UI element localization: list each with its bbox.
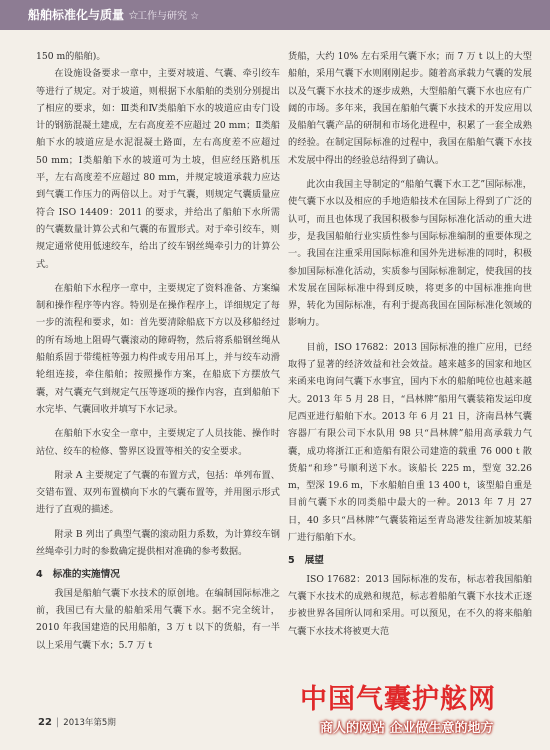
paragraph: 货船，大约 10% 左右采用气囊下水；而 7 万 t 以上的大型船舶，采用气囊下水则刚刚起步。随着高承载力气囊的发展以及气囊下水技术的逐步成熟，大型船舶气囊下水也应有广阔的市场。多年来，我国在船舶气囊下水技术的开发应用以及船舶气囊产品的研制和市场化进程中，积累了一套全成熟的经验。在制定国际标准的过程中，我国在船舶气囊下水技术发展中得出的经验总结得到了确认。 [288, 51, 532, 166]
section-heading-text: 展望 [304, 555, 324, 567]
paragraph: 在船舶下水安全一章中，主要规定了人员技能、操作时站位、绞车的检修、警界区设置等相关的安全要求。 [36, 428, 280, 457]
journal-header-bar [0, 0, 550, 30]
watermark-slogan: 商人的网站 企业做生意的地方 [320, 721, 494, 736]
paragraph: 此次由我国主导制定的“船舶气囊下水工艺”国际标准，使气囊下水以及相应的手地造船技术在国际上得到了广泛的认可，而且也体现了我国积极参与国际标准化活动的重大进步，是我国船舶行业实质性参与国际标准编制的重要体现之一。我国在注重采用国际标准和国外先进标准的同时，积极参加国际标准化活动，实质参与国际标准制定，使我国的技术发展在国际标准中得到反映，将更多的中国标准推向世界，转化为国际标准，有利于提高我国在国际标准化领域的影响力。 [288, 179, 532, 329]
right-column [288, 48, 532, 640]
paragraph: 附录 B 列出了典型气囊的滚动阻力系数，为计算绞车钢丝绳牵引力时的参数确定提供相对准确的参考数据。 [36, 528, 280, 558]
section-heading [288, 552, 532, 569]
issue-label: 2013年第5期 [63, 718, 116, 728]
section-number: 5 [288, 555, 295, 567]
journal-title: 船舶标准化与质量 ☆ [28, 8, 139, 22]
page-number: 22 [38, 717, 52, 728]
watermark-site-name: 中国气囊护舷网 [300, 684, 496, 715]
section-label: 工作与研究 ☆ [137, 11, 200, 22]
section-heading-text: 标准的实施情况 [52, 569, 120, 581]
section-heading [36, 566, 280, 583]
footer-separator: | [55, 717, 60, 728]
paragraph: ISO 17682：2013 国际标准的发布，标志着我国船舶气囊下水技术的成熟和规范，标志着船舶气囊下水技术正逐步被世界各国所认同和采用。可以预见，在不久的将来船舶气囊下水技术将被更大范 [288, 573, 532, 637]
paragraph: 我国是船舶气囊下水技术的原创地。在编制国际标准之前，我国已有大量的船舶采用气囊下水。据不完全统计，2010 年我国建造的民用船舶，3 万 t 以下的货船，有一半以上采用气囊下水；5.7 万 t [36, 587, 280, 651]
section-number: 4 [36, 569, 43, 581]
paragraph: 目前，ISO 17682：2013 国际标准的推广应用，已经取得了显著的经济效益和社会效益。越来越多的国家和地区来函来电询问气囊下水事宜，国内下水的船舶吨位也越来越大。2013 年 5 月 28 日，“昌林牌”船用气囊装箱发运印度尼西亚进行船舶下水。2013 年 6 月 21 日，济南昌林气囊容器厂有限公司下水队用 98 只“昌林牌”船用高承载力气囊，成功将浙江正和造船有限公司建造的载重 76 000 t 散货船“和珍”号顺利送下水。该船长 225 m，型宽 32.26 m，型深 19.6 m，下水船舶自重 13 400 t，该型船自重是目前气囊下水的同类船中最大的一种。2013 年 7 月 27 日，40 多只“昌林牌”气囊装箱运至青岛港发往新加坡某船厂进行船舶下水。 [288, 341, 532, 544]
left-column [36, 48, 280, 654]
paragraph: 在船舶下水程序一章中，主要规定了资料准备、方案编制和操作程序等内容。特别是在操作程序上，详细规定了每一步的流程和要求，如：首先要清除船底下方以及移船经过的所有场地上阻碍气囊滚动的障碍物，然后将系船钢丝绳从船舶系固于带缆桩等强力构件或专用吊耳上，并与绞车动滑轮组连接，牵住船舶；按照操作方案，在船底下方摆放气囊，对气囊充气到规定气压等逐项的操作内容，直到船舶下水完毕、气囊回收并填写下水记录。 [36, 282, 280, 415]
paragraph: 附录 A 主要规定了气囊的布置方式，包括：单列布置、交错布置、双列布置横向下水的气囊布置等，并用图示形式进行了直观的描述。 [36, 469, 280, 516]
page-footer [38, 716, 116, 728]
paragraph: 150 m的船舶)。 [36, 51, 106, 62]
paragraph: 在设施设备要求一章中，主要对坡道、气囊、牵引绞车等进行了规定。对于坡道，则根据下水船舶的类别分别提出了相应的要求，如：Ⅲ类和Ⅳ类船舶下水的坡道应由专门设计的钢筋混凝土建成，左右高度差不应超过 20 mm；Ⅱ类船舶下水的坡道应是水泥混凝土路面，左右高度差不应超过 50 mm；Ⅰ类船舶下水的坡道可为土坡，但应经压路机压平，左右高度差不应超过 80 mm，并规定坡道承载力应达到气囊工作压力的两倍以上。对于气囊，则规定气囊质量应符合 ISO 14409：2011 的要求，并给出了船舶下水所需的气囊数量计算公式和气囊的布置形式。对于牵引绞车，则规定通常使用低速绞车，给出了绞车钢丝绳牵引力的计算公式。 [36, 68, 280, 270]
